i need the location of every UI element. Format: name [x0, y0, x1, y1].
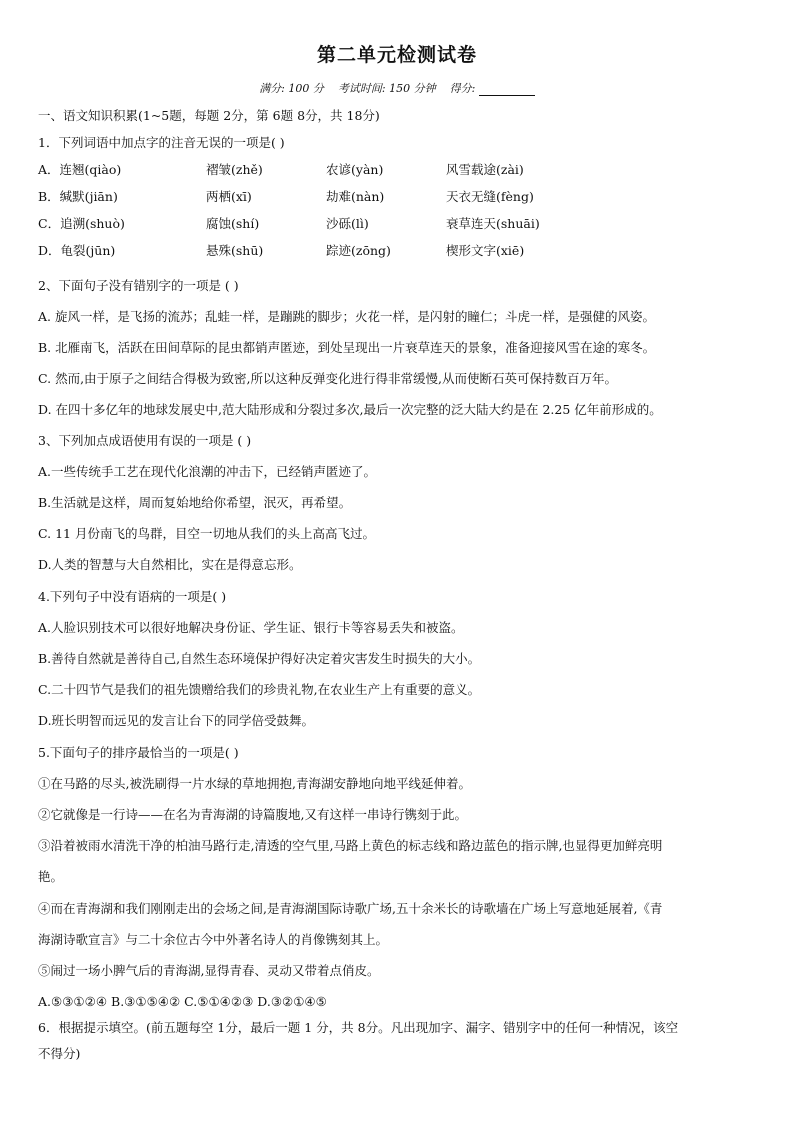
q2-stem: 2、下面句子没有错别字的一项是 ( ): [38, 278, 239, 293]
exam-meta: [0, 80, 794, 96]
q4-option-d: D.班长明智而远见的发言让台下的同学倍受鼓舞。: [38, 713, 315, 728]
q3-stem: 3、下列加点成语使用有误的一项是 ( ): [38, 433, 252, 448]
q1-a-word4: 风雪载途(zài): [446, 162, 524, 177]
q1-c-word2: 腐蚀(shí): [206, 216, 260, 231]
exam-time: 考试时间: 150 分钟: [337, 82, 436, 95]
q1-d-word1: D．龟裂(jūn): [38, 243, 116, 258]
q1-d-word3: 踪迹(zōng): [326, 243, 391, 258]
q1-d-word4: 楔形文字(xiē): [446, 243, 525, 258]
q6-instruction-line2: 不得分): [38, 1046, 81, 1061]
q5-sentence-4-line1: ④而在青海湖和我们刚刚走出的会场之间,是青海湖国际诗歌广场,五十余米长的诗歌墙在广场上写意地延展着,《青: [38, 901, 663, 916]
q1-b-word4: 天衣无缝(fèng): [446, 189, 534, 204]
q3-option-c: C. 11 月份南飞的鸟群，目空一切地从我们的头上高高飞过。: [38, 526, 375, 541]
q3-option-b: B.生活就是这样，周而复始地给你希望，泯灭，再希望。: [38, 495, 352, 510]
q1-c-word4: 衰草连天(shuāi): [446, 216, 540, 231]
q5-sentence-5: ⑤闹过一场小脾气后的青海湖,显得青春、灵动又带着点俏皮。: [38, 963, 380, 978]
q4-option-c: C.二十四节气是我们的祖先馈赠给我们的珍贵礼物,在农业生产上有重要的意义。: [38, 682, 481, 697]
q3-option-d: D.人类的智慧与大自然相比，实在是得意忘形。: [38, 557, 302, 572]
q6-instruction-line1: 6．根据提示填空。(前五题每空 1分，最后一题 1 分，共 8分。凡出现加字、漏字、错别字中的任何一种情况，该空: [38, 1020, 679, 1035]
q5-sentence-1: ①在马路的尽头,被洗刷得一片水绿的草地拥抱,青海湖安静地向地平线延伸着。: [38, 776, 471, 791]
q1-c-word3: 沙砾(lì): [326, 216, 369, 231]
q5-sentence-2: ②它就像是一行诗——在名为青海湖的诗篇腹地,又有这样一串诗行镌刻于此。: [38, 807, 467, 822]
score-blank[interactable]: [479, 85, 535, 96]
score-label: 得分:: [449, 82, 476, 95]
q4-option-a: A.人脸识别技术可以很好地解决身份证、学生证、银行卡等容易丢失和被盗。: [38, 620, 464, 635]
q5-sentence-3-line2: 艳。: [38, 869, 64, 884]
section-heading: 一、语文知识积累(1~5题，每题 2分，第 6题 8分，共 18分): [38, 108, 380, 123]
q2-option-d: D. 在四十多亿年的地球发展史中,范大陆形成和分裂过多次,最后一次完整的泛大陆大约是在 2.25 亿年前形成的。: [38, 402, 662, 417]
q5-stem: 5.下面句子的排序最恰当的一项是( ): [38, 745, 239, 760]
q5-sentence-3-line1: ③沿着被雨水清洗干净的柏油马路行走,清透的空气里,马路上黄色的标志线和路边蓝色的指示牌,也显得更加鲜亮明: [38, 838, 663, 853]
q2-option-c: C. 然而,由于原子之间结合得极为致密,所以这种反弹变化进行得非常缓慢,从而使断石英可保持数百万年。: [38, 371, 617, 386]
q5-options: A.⑤③①②④ B.③①⑤④② C.⑤①④②③ D.③②①④⑤: [38, 994, 327, 1009]
q2-option-a: A. 旋风一样，是飞扬的流苏；乱蛙一样，是蹦跳的脚步；火花一样，是闪射的瞳仁；斗虎一样，是强健的风姿。: [38, 309, 655, 324]
q4-option-b: B.善待自然就是善待自己,自然生态环境保护得好决定着灾害发生时损失的大小。: [38, 651, 481, 666]
page-title: 第二单元检测试卷: [316, 44, 477, 66]
q1-b-word1: B．缄默(jiān): [38, 189, 118, 204]
q1-d-word2: 悬殊(shū): [206, 243, 264, 258]
q1-c-word1: C．追溯(shuò): [38, 216, 125, 231]
q1-b-word3: 劫难(nàn): [326, 189, 385, 204]
q1-a-word3: 农谚(yàn): [326, 162, 384, 177]
q1-stem: 1．下列词语中加点字的注音无误的一项是( ): [38, 135, 285, 150]
q1-a-word2: 褶皱(zhě): [206, 162, 263, 177]
q2-option-b: B. 北雁南飞，活跃在田间草际的昆虫都销声匿迹，到处呈现出一片衰草连天的景象，准备迎接风雪在途的寒冬。: [38, 340, 656, 355]
q1-b-word2: 两栖(xī): [206, 189, 252, 204]
q4-stem: 4.下列句子中没有语病的一项是( ): [38, 589, 227, 604]
q5-sentence-4-line2: 海湖诗歌宣言》与二十余位古今中外著名诗人的肖像镌刻其上。: [38, 932, 389, 947]
q3-option-a: A.一些传统手工艺在现代化浪潮的冲击下，已经销声匿迹了。: [38, 464, 377, 479]
q1-a-word1: A．连翘(qiào): [38, 162, 122, 177]
full-score: 满分: 100 分: [259, 82, 324, 95]
